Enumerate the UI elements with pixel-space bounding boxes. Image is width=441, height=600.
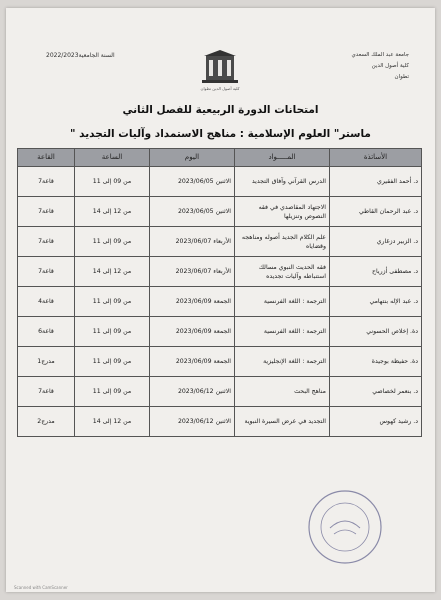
table-row bbox=[18, 257, 422, 287]
day-cell: الجمعة 2023/06/09 bbox=[150, 287, 235, 317]
exam-schedule-table bbox=[17, 148, 422, 437]
table-row bbox=[18, 287, 422, 317]
table-row bbox=[18, 197, 422, 227]
day-cell: الأربعاء 2023/06/07 bbox=[150, 257, 235, 287]
room-cell: قاعة7 bbox=[18, 197, 75, 227]
time-cell: من 09 إلى 11 bbox=[75, 167, 150, 197]
day-cell: الاثنين 2023/06/05 bbox=[150, 197, 235, 227]
subject-cell: التجديد في عرض السيرة النبوية bbox=[235, 407, 330, 437]
time-cell: من 09 إلى 11 bbox=[75, 347, 150, 377]
document-page bbox=[6, 8, 435, 592]
room-cell: قاعة7 bbox=[18, 257, 75, 287]
professor-cell: د. رشيد كهوس bbox=[330, 407, 422, 437]
university-name: جامعة عبد الملك السعدي bbox=[351, 52, 409, 58]
subject-cell: الاجتهاد المقاصدي في فقه النصوص وتنزيلها bbox=[235, 197, 330, 227]
time-cell: من 09 إلى 11 bbox=[75, 377, 150, 407]
professor-cell: د. أحمد الفقيري bbox=[330, 167, 422, 197]
table-row bbox=[18, 347, 422, 377]
col-header-room: القاعة bbox=[18, 149, 75, 167]
academic-year: السنة الجامعية2022/2023 bbox=[46, 52, 115, 59]
col-header-time: الساعة bbox=[75, 149, 150, 167]
program-title: ماستر" العلوم الإسلامية : مناهج الاستمداد وآليات التجديد " bbox=[70, 128, 371, 140]
room-cell: قاعة7 bbox=[18, 167, 75, 197]
professor-cell: د. مصطفى أزرياح bbox=[330, 257, 422, 287]
time-cell: من 12 إلى 14 bbox=[75, 257, 150, 287]
official-stamp bbox=[306, 488, 384, 566]
time-cell: من 12 إلى 14 bbox=[75, 197, 150, 227]
day-cell: الجمعة 2023/06/09 bbox=[150, 317, 235, 347]
institution-header bbox=[289, 50, 409, 83]
professor-cell: د. عبد الرحمان القاطي bbox=[330, 197, 422, 227]
col-header-professors: الأساتذة bbox=[330, 149, 422, 167]
scanner-watermark: Scanned with CamScanner bbox=[14, 585, 68, 590]
room-cell: قاعة6 bbox=[18, 317, 75, 347]
subject-cell: الترجمة : اللغة الفرنسية bbox=[235, 287, 330, 317]
subject-cell: مناهج البحث bbox=[235, 377, 330, 407]
professor-cell: د. عبد الإله بنتهامي bbox=[330, 287, 422, 317]
col-header-subjects: المـــــواد bbox=[235, 149, 330, 167]
table-row bbox=[18, 227, 422, 257]
room-cell: قاعة7 bbox=[18, 227, 75, 257]
professor-cell: د. بنعمر لخصاصي bbox=[330, 377, 422, 407]
subject-cell: الدرس القرآني وآفاق التجديد bbox=[235, 167, 330, 197]
day-cell: الأربعاء 2023/06/07 bbox=[150, 227, 235, 257]
exam-title: امتحانات الدورة الربيعية للفصل الثاني bbox=[122, 104, 319, 116]
subject-cell: فقه الحديث النبوي مسالك استنباطه وآليات تجديده bbox=[235, 257, 330, 287]
professor-cell: دة. حفيظة بوجيدة bbox=[330, 347, 422, 377]
day-cell: الاثنين 2023/06/12 bbox=[150, 377, 235, 407]
table-row bbox=[18, 317, 422, 347]
table-header-row bbox=[18, 149, 422, 167]
logo-caption: كلية أصول الدين تطوان bbox=[200, 86, 240, 91]
subject-cell: الترجمة : اللغة الإنجليزية bbox=[235, 347, 330, 377]
col-header-day: اليوم bbox=[150, 149, 235, 167]
city-name: تطوان bbox=[394, 74, 409, 80]
professor-cell: د. الزبير دزغاري bbox=[330, 227, 422, 257]
day-cell: الجمعة 2023/06/09 bbox=[150, 347, 235, 377]
table-row bbox=[18, 407, 422, 437]
time-cell: من 12 إلى 14 bbox=[75, 407, 150, 437]
subject-cell: علم الكلام الجديد أصوله ومناهجه وقضاياه bbox=[235, 227, 330, 257]
table-row bbox=[18, 167, 422, 197]
table-row bbox=[18, 377, 422, 407]
day-cell: الاثنين 2023/06/12 bbox=[150, 407, 235, 437]
faculty-name: كلية أصول الدين bbox=[371, 63, 409, 69]
subject-cell: الترجمة : اللغة الفرنسية bbox=[235, 317, 330, 347]
time-cell: من 09 إلى 11 bbox=[75, 287, 150, 317]
room-cell: مدرج1 bbox=[18, 347, 75, 377]
day-cell: الاثنين 2023/06/05 bbox=[150, 167, 235, 197]
professor-cell: دة. إخلاص الحسوني bbox=[330, 317, 422, 347]
time-cell: من 09 إلى 11 bbox=[75, 317, 150, 347]
time-cell: من 09 إلى 11 bbox=[75, 227, 150, 257]
faculty-logo bbox=[196, 50, 244, 94]
room-cell: مدرج2 bbox=[18, 407, 75, 437]
room-cell: قاعة4 bbox=[18, 287, 75, 317]
room-cell: قاعة7 bbox=[18, 377, 75, 407]
